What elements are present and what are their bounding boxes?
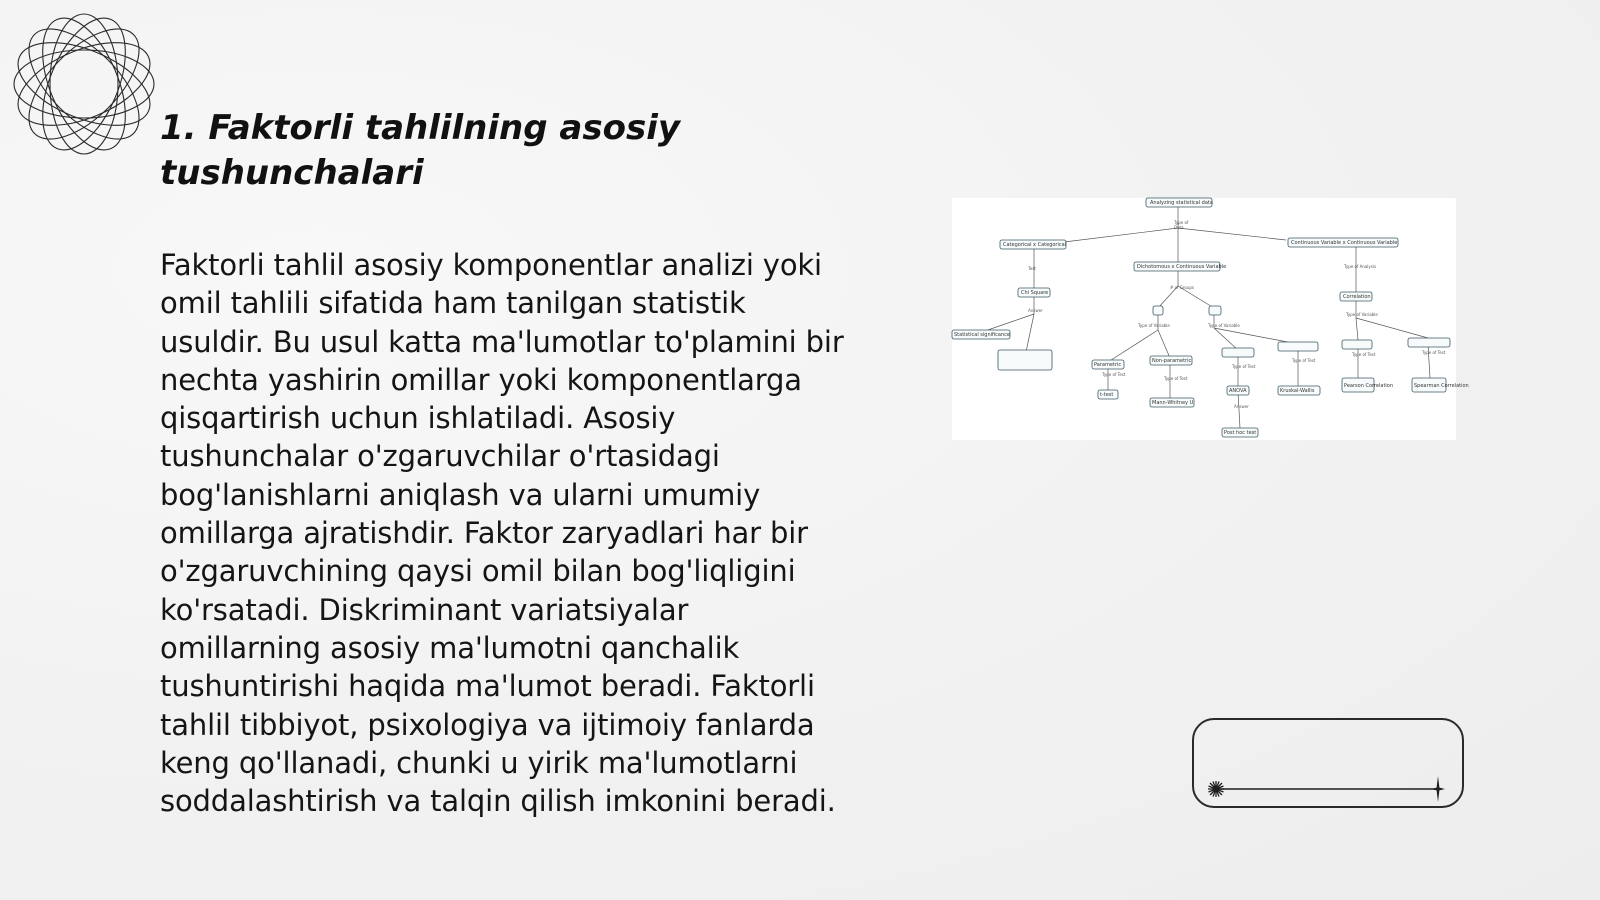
svg-text:# of Groups: # of Groups [1170,285,1195,290]
svg-text:Answer: Answer [1234,404,1249,409]
flow-node-mann-whitney: Mann-Whitney U [1152,400,1194,406]
svg-text:Type of Variable: Type of Variable [1138,323,1170,328]
svg-text:Data: Data [1174,225,1184,230]
flow-node-correlation: Correlation [1343,294,1371,300]
decorative-line-box [1192,718,1464,808]
flow-node-nonparametric-1: Non-parametric [1152,358,1192,364]
svg-text:Type of: Type of [1174,220,1189,225]
svg-text:Type of Test: Type of Test [1352,352,1376,357]
svg-text:Type of Test: Type of Test [1164,376,1188,381]
svg-text:Type of Test: Type of Test [1232,364,1256,369]
svg-text:Type of Test: Type of Test [1102,372,1126,377]
svg-text:Answer: Answer [1028,308,1043,313]
svg-text:Test: Test [1028,266,1036,271]
flow-node-t-test: t-test [1100,392,1114,398]
flow-node-pearson: Pearson Correlation [1344,383,1394,389]
svg-text:Type of Variable: Type of Variable [1346,312,1378,317]
svg-text:Type of Analysis: Type of Analysis [1344,264,1377,269]
flow-node-post-hoc: Post hoc test [1224,430,1257,436]
sun-burst-icon [1208,781,1224,797]
flow-node-significance: Statistical significance [954,332,1010,338]
flow-node-parametric-1: Parametric [1094,362,1122,368]
flow-root-label: Analyzing statistical data [1150,200,1213,206]
flow-node-cat-cat: Categorical x Categorical [1003,242,1067,248]
statistical-tests-flowchart [952,198,1469,440]
svg-text:Type of Test: Type of Test [1292,358,1316,363]
flow-node-kruskal: Kruskal-Wallis [1280,388,1315,394]
sparkle-icon [1431,776,1445,802]
spirograph-ornament-icon [10,10,158,158]
slide-title: 1. Faktorli tahlilning asosiy tushunchalari [160,108,681,193]
flow-node-chi-square: Chi Square [1021,290,1049,296]
svg-text:Type of Variable: Type of Variable [1208,323,1240,328]
svg-text:Type of Test: Type of Test [1422,350,1446,355]
slide-body-text: Faktorli tahlil asosiy komponentlar analizi yoki omil tahlili sifatida ham tanilgan statistik usuldir. Bu usul katta ma'lumotlar to'plamini bir nechta yashirin omillar yoki komponentlarga qisqartirish uchun ishlatiladi. Asosiy tushunchalar o'zgaruvchilar o'rtasidagi bog'lanishlarni aniqlash va ularni umumiy omillarga ajratishdir. Faktor zaryadlari har bir o'zgaruvchining qaysi omil bilan bog'liqligini ko'rsatadi. Diskriminant variatsiyalar omillarning asosiy ma'lumotni qanchalik tushuntirishi haqida ma'lumot beradi. Faktorli tahlil tibbiyot, psixologiya va ijtimoiy fanlarda keng qo'llanadi, chunki u yirik ma'lumotlarni soddalashtirish va talqin qilish imkonini beradi. [160,248,844,819]
flow-node-spearman: Spearman Correlation [1414,383,1469,389]
flow-node-cont-cont: Continuous Variable x Continuous Variable [1291,240,1398,246]
flow-node-anova: ANOVA [1229,388,1247,394]
flow-node-dich-cont: Dichotomous x Continuous Variable [1137,264,1227,270]
